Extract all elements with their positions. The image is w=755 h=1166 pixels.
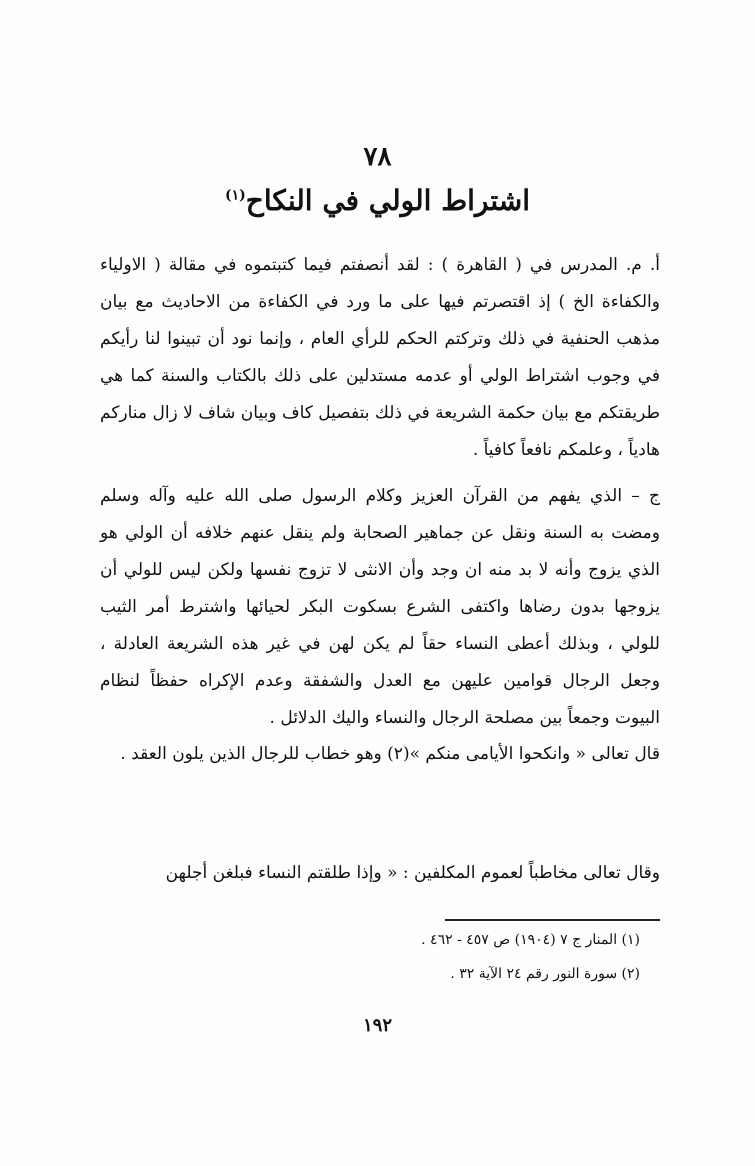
page-title — [0, 184, 755, 217]
question-paragraph: أ. م. المدرس في ( القاهرة ) : لقد أنصفتم فيما كتبتموه في مقالة ( الاولياء والكفاءة الخ ) إذ اقتصرتم فيها على ما ورد في الكفاءة من الاحاديث مع بيان مذهب الحنفية في ذلك وتركتم الحكم للرأي العام ، وإنما نود أن تبينوا لنا رأيكم في وجوب اشتراط الولي أو عدمه مستدلين على ذلك بالكتاب والسنة كما هي طريقتكم مع بيان حكمة الشريعة في ذلك بتفصيل كاف وبيان شاف لا زال منارکم هادياً ، وعلمكم نافعاً كافياً . — [100, 255, 660, 460]
title-text: اشتراط الولي في النكاح — [245, 184, 531, 217]
footnote-1: (١) المنار ج ٧ (١٩٠٤) ص ٤٥٧ - ٤٦٢ . — [421, 932, 640, 948]
answer-paragraph: ج – الذي يفهم من القرآن العزيز وكلام الرسول صلى الله عليه وآله وسلم ومضت به السنة ونقل عن جماهير الصحابة ولم ينقل عنهم خلافه أن الولي هو الذي يزوج وأنه لا بد منه ان وجد وأن الانثى لا تزوج نفسها ولكن ليس للولي أن يزوجها بدون رضاها واكتفى الشرع بسكوت البكر لحيائها واشترط أمر الثيب للولي ، وبذلك أعطى النساء حقاً لم يكن لهن في غير هذه الشريعة العادلة ، وجعل الرجال قوامين عليهن مع العدل والشفقة وعدم الإكراه حفظاً لنظام البيوت وجمعاً بين مصلحة الرجال والنساء واليك الدلائل . — [100, 486, 660, 728]
footnote-2: (٢) سورة النور رقم ٢٤ الآية ٣٢ . — [450, 966, 640, 982]
continuation-paragraph: وقال تعالى مخاطباً لعموم المكلفين : « وإذا طلقتم النساء فبلغن أجلهن — [165, 863, 660, 883]
section-number: ٧٨ — [363, 142, 392, 172]
quran-quote-paragraph: قال تعالى « وانكحوا الأيامى منكم »(٢) وهو خطاب للرجال الذين يلون العقد . — [120, 744, 660, 764]
title-footnote-ref: (١) — [224, 187, 246, 204]
page-number: ١٩٢ — [362, 1015, 392, 1036]
footnote-divider — [445, 919, 660, 921]
